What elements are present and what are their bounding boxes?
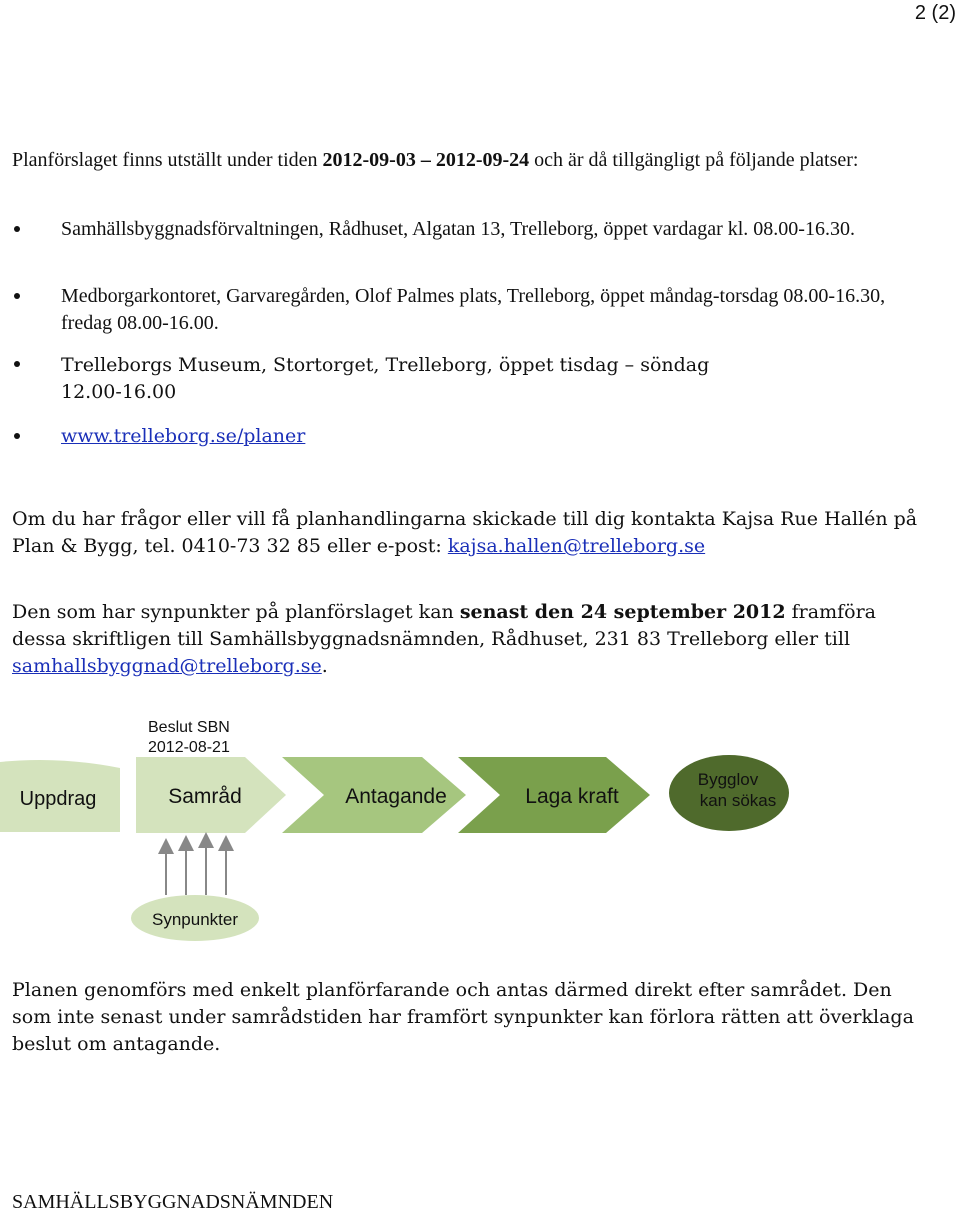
- footer-authority: SAMHÄLLSBYGGNADSNÄMNDEN: [12, 1191, 334, 1213]
- antagande-label: Antagande: [345, 785, 447, 808]
- bullet-icon: [14, 433, 20, 439]
- uppdrag-label: Uppdrag: [19, 788, 97, 810]
- bygglov-line2: kan sökas: [699, 791, 777, 810]
- bullet-icon: [14, 226, 20, 232]
- contact-text: Om du har frågor eller vill få planhandlingarna skickade till dig kontakta Kajsa Rue Hallén på Plan & Bygg, tel. 0410-73 32 85 eller e-post:: [12, 508, 918, 557]
- laga-kraft-label: Laga kraft: [525, 785, 619, 808]
- synpunkter-text-a: Den som har synpunkter på planförslaget kan: [12, 601, 460, 623]
- contact-paragraph: [12, 506, 932, 560]
- synpunkter-label: Synpunkter: [152, 910, 238, 929]
- intro-text-a: Planförslaget finns utställt under tiden: [12, 149, 323, 171]
- location-item: Samhällsbyggnadsförvaltningen, Rådhuset, Algatan 13, Trelleborg, öppet vardagar kl. 08.00-16.30.: [61, 218, 855, 240]
- intro-text-b: och är då tillgängligt på följande platser:: [529, 149, 859, 171]
- bullet-icon: [14, 293, 20, 299]
- deadline: senast den 24 september 2012: [459, 601, 786, 623]
- synpunkter-paragraph: [12, 599, 932, 680]
- planer-link[interactable]: www.trelleborg.se/planer: [61, 425, 306, 447]
- bullet-icon: [14, 361, 20, 367]
- decision-label-line2: 2012-08-21: [148, 739, 230, 756]
- exhibition-dates: 2012-09-03 – 2012-09-24: [322, 149, 530, 171]
- bygglov-line1: Bygglov: [697, 770, 759, 789]
- planning-process-diagram: [0, 705, 960, 955]
- location-item: Medborgarkontoret, Garvaregården, Olof Palmes plats, Trelleborg, öppet måndag-torsdag 08.00-16.30, fredag 08.00-16.00.: [61, 285, 886, 334]
- samrad-label: Samråd: [168, 785, 242, 808]
- location-item: Trelleborgs Museum, Stortorget, Trelleborg, öppet tisdag – söndag 12.00-16.00: [61, 354, 710, 403]
- location-item: [61, 423, 911, 450]
- synpunkter-text-b: framföra dessa skriftligen till Samhällsbyggnadsnämnden, Rådhuset, 231 83 Trelleborg eller till: [12, 601, 876, 650]
- page-number: 2 (2): [914, 2, 956, 24]
- synpunkter-end: .: [321, 655, 328, 677]
- contact-email-link[interactable]: kajsa.hallen@trelleborg.se: [447, 535, 706, 557]
- locations-list: [0, 0, 960, 470]
- final-paragraph: Planen genomförs med enkelt planförfarande och antas därmed direkt efter samrådet. Den som inte senast under samrådstiden har framfört synpunkter kan förlora rätten att överklaga beslut om antagande.: [12, 979, 914, 1055]
- synpunkter-email-link[interactable]: samhallsbyggnad@trelleborg.se: [12, 655, 322, 677]
- decision-label-line1: Beslut SBN: [148, 719, 230, 736]
